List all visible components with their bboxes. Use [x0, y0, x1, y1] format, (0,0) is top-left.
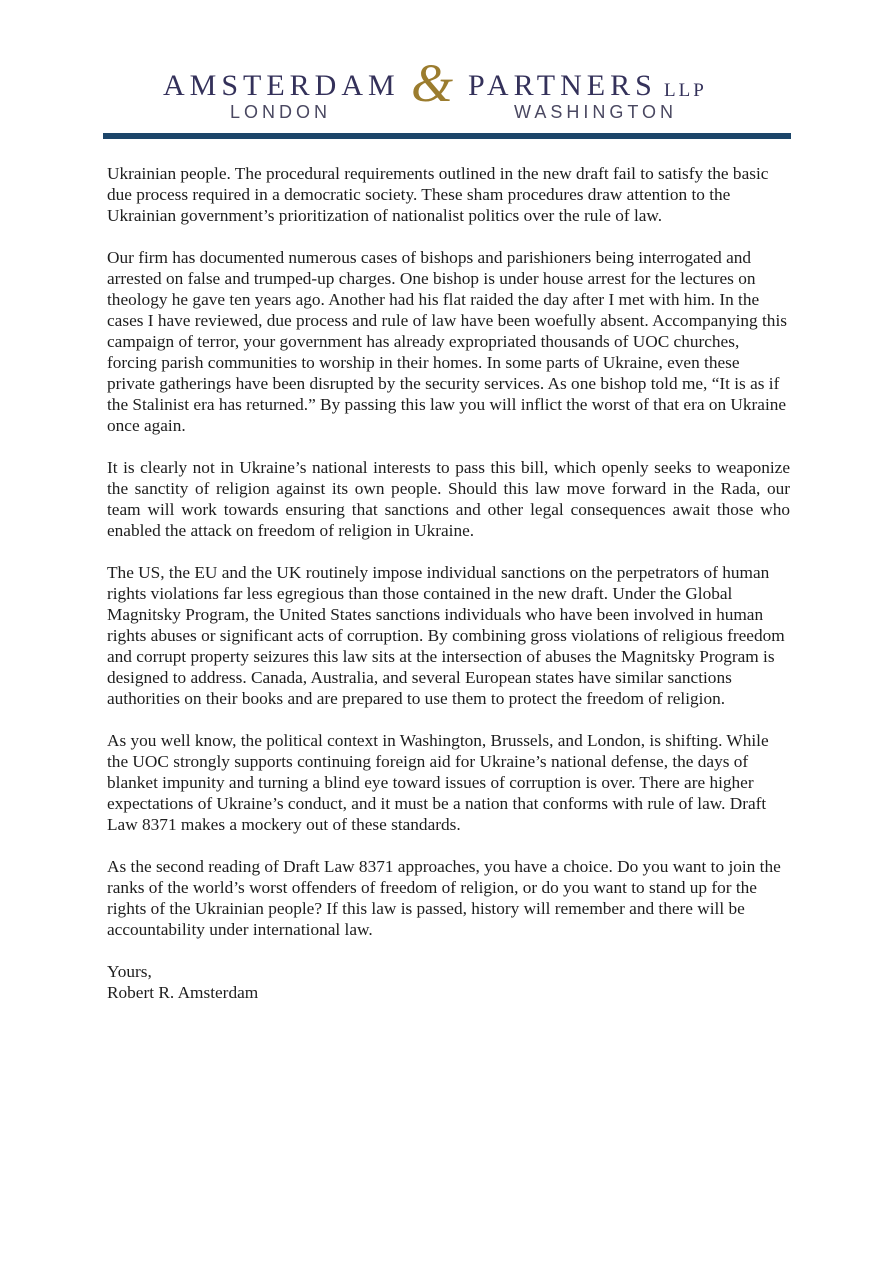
office-washington: WASHINGTON	[514, 102, 678, 122]
valediction: Yours,	[107, 962, 152, 981]
letter-paragraph: As you well know, the political context in Washington, Brussels, and London, is shifting. While the UOC strongly supports continuing foreign aid for Ukraine’s national defense, the days of blanket impunity and turning a blind eye toward issues of corruption is over. There are higher expectations of Ukraine’s conduct, and it must be a nation that conforms with rule of law. Draft Law 8371 makes a mockery out of these standards.	[107, 731, 769, 834]
letter-paragraph: The US, the EU and the UK routinely impose individual sanctions on the perpetrators of human rights violations far less egregious than those contained in the new draft. Under the Global Magnitsky Program, the United States sanctions individuals who have been involved in human rights abuses or significant acts of corruption. By combining gross violations of religious freedom and corrupt property seizures this law sits at the intersection of abuses the Magnitsky Program is designed to address. Canada, Australia, and several European states have similar sanctions authorities on their books and are prepared to use them to protect the freedom of religion.	[107, 563, 785, 708]
firm-suffix-llp: LLP	[664, 80, 707, 101]
firm-name-amsterdam: AMSTERDAM	[163, 69, 400, 102]
letterhead	[0, 0, 894, 150]
letter-paragraph: Our firm has documented numerous cases of bishops and parishioners being interrogated and arrested on false and trumped-up charges. One bishop is under house arrest for the lectures on theology he gave ten years ago. Another had his flat raided the day after I met with him. In the cases I have reviewed, due process and rule of law have been woefully absent. Accompanying this campaign of terror, your government has already expropriated thousands of UOC churches, forcing parish communities to worship in their homes. In some parts of Ukraine, even these private gatherings have been disrupted by the security services. As one bishop told me, “It is as if the Stalinist era has returned.” By passing this law you will inflict the worst of that era on Ukraine once again.	[107, 248, 787, 435]
letter-paragraph: Ukrainian people. The procedural requirements outlined in the new draft fail to satisfy the basic due process required in a democratic society. These sham procedures draw attention to the Ukrainian government’s prioritization of nationalist politics over the rule of law.	[107, 164, 769, 225]
letter-paragraph: It is clearly not in Ukraine’s national interests to pass this bill, which openly seeks to weaponize the sanctity of religion against its own people. Should this law move forward in the Rada, our team will work towards ensuring that sanctions and other legal consequences await those who enabled the attack on freedom of religion in Ukraine.	[107, 458, 790, 540]
letter-paragraph: As the second reading of Draft Law 8371 approaches, you have a choice. Do you want to join the ranks of the world’s worst offenders of freedom of religion, or do you want to stand up for the rights of the Ukrainian people? If this law is passed, history will remember and there will be accountability under international law.	[107, 857, 781, 939]
firm-ampersand: &	[411, 53, 454, 113]
letterhead-rule	[103, 133, 791, 139]
letter-body	[107, 163, 790, 1003]
office-london: LONDON	[230, 102, 332, 122]
firm-name-partners: PARTNERS	[468, 69, 657, 102]
signature-block	[107, 961, 790, 1003]
signature-name: Robert R. Amsterdam	[107, 983, 259, 1002]
